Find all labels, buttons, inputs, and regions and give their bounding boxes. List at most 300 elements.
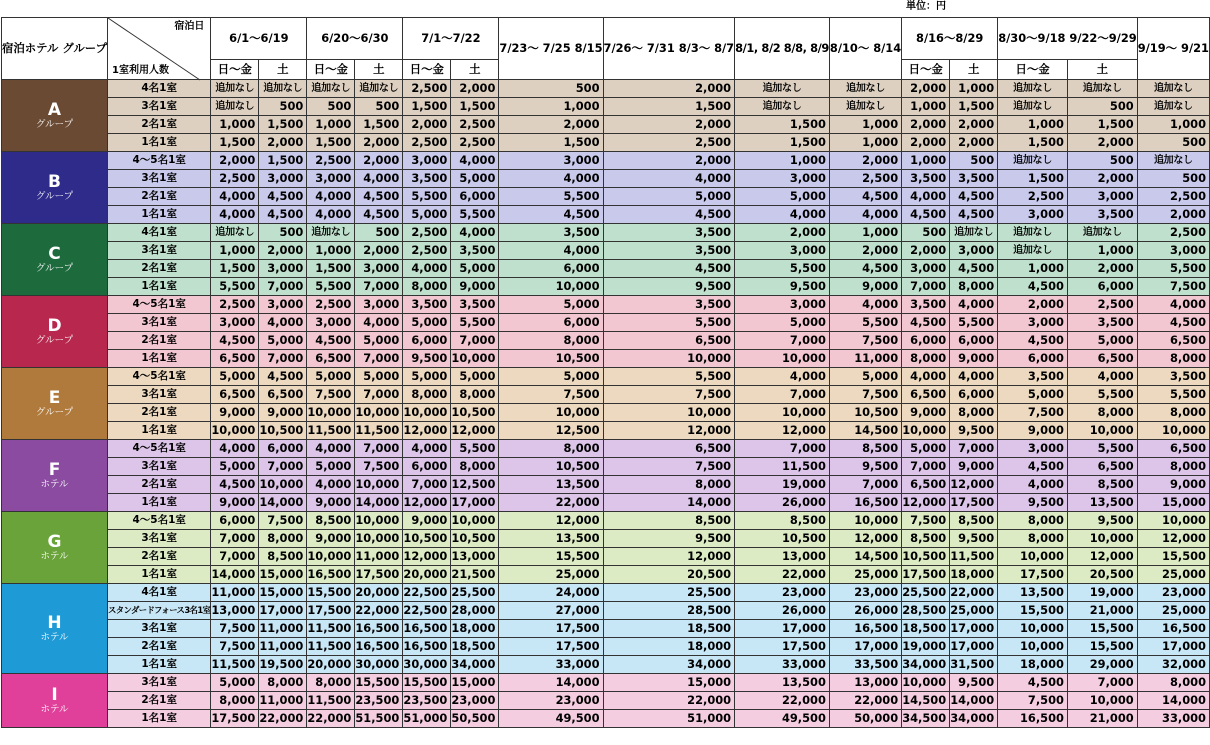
price-cell: 2,500: [603, 134, 735, 152]
price-cell: 3,000: [307, 314, 355, 332]
price-cell: 1,000: [211, 116, 259, 134]
price-cell: 追加なし: [1067, 80, 1137, 98]
price-cell: 追加なし: [1137, 152, 1209, 170]
price-cell: 4,000: [998, 476, 1068, 494]
price-cell: 25,000: [829, 566, 901, 584]
price-cell: 11,000: [259, 620, 307, 638]
price-cell: 追加なし: [998, 242, 1068, 260]
price-cell: 5,500: [451, 440, 499, 458]
period-header: 9/19～ 9/21: [1137, 18, 1209, 80]
price-cell: 10,000: [603, 350, 735, 368]
price-cell: 2,500: [403, 242, 451, 260]
price-cell: 3,000: [1067, 188, 1137, 206]
price-cell: 5,500: [1137, 260, 1209, 278]
price-row: [2, 386, 1210, 404]
price-cell: 9,500: [950, 422, 998, 440]
price-cell: 追加なし: [307, 224, 355, 242]
price-cell: 17,000: [1137, 638, 1209, 656]
price-cell: 25,500: [902, 584, 950, 602]
price-cell: 9,000: [259, 404, 307, 422]
price-cell: 23,500: [403, 692, 451, 710]
price-cell: 7,000: [1067, 674, 1137, 692]
price-cell: 6,000: [403, 458, 451, 476]
price-cell: 13,000: [735, 548, 830, 566]
price-cell: 21,500: [451, 566, 499, 584]
price-cell: 7,000: [735, 332, 830, 350]
price-cell: 5,000: [735, 188, 830, 206]
price-cell: 14,000: [211, 566, 259, 584]
price-cell: 7,000: [735, 386, 830, 404]
price-cell: 15,000: [259, 584, 307, 602]
price-cell: 5,000: [603, 188, 735, 206]
price-cell: 6,000: [403, 332, 451, 350]
price-cell: 12,000: [1137, 530, 1209, 548]
group-type-label: グループ: [35, 334, 74, 346]
group-cell: [2, 152, 108, 224]
price-cell: 6,500: [211, 350, 259, 368]
price-row: [2, 710, 1210, 728]
price-row: [2, 566, 1210, 584]
price-cell: 1,000: [998, 116, 1068, 134]
price-cell: 49,500: [499, 710, 603, 728]
price-cell: 6,000: [259, 440, 307, 458]
price-cell: 12,000: [1067, 548, 1137, 566]
price-cell: 8,000: [451, 386, 499, 404]
price-cell: 4,000: [355, 170, 403, 188]
price-cell: 10,000: [998, 620, 1068, 638]
price-cell: 10,000: [355, 512, 403, 530]
room-type-cell: 1名1室: [108, 656, 211, 674]
price-cell: 2,000: [998, 296, 1068, 314]
price-cell: 12,000: [902, 494, 950, 512]
price-cell: 10,500: [499, 458, 603, 476]
price-cell: 10,000: [355, 404, 403, 422]
price-cell: 3,500: [603, 224, 735, 242]
price-cell: 10,000: [307, 548, 355, 566]
price-cell: 2,000: [1067, 170, 1137, 188]
price-cell: 5,000: [403, 206, 451, 224]
price-cell: 15,500: [355, 674, 403, 692]
price-cell: 500: [499, 80, 603, 98]
price-cell: 8,500: [950, 512, 998, 530]
price-cell: 3,500: [499, 224, 603, 242]
price-cell: 9,000: [950, 458, 998, 476]
price-cell: 9,500: [403, 350, 451, 368]
price-cell: 6,500: [1067, 350, 1137, 368]
price-cell: 7,000: [902, 458, 950, 476]
price-cell: 8,500: [259, 548, 307, 566]
price-cell: 4,000: [259, 314, 307, 332]
price-cell: 2,000: [902, 242, 950, 260]
people-per-room-label: 1室利用人数: [112, 65, 169, 76]
price-cell: 3,000: [735, 242, 830, 260]
price-cell: 2,000: [950, 134, 998, 152]
price-cell: 2,500: [1067, 296, 1137, 314]
price-cell: 18,500: [451, 638, 499, 656]
price-cell: 4,500: [950, 206, 998, 224]
price-cell: 5,000: [211, 674, 259, 692]
price-cell: 3,000: [499, 152, 603, 170]
price-cell: 2,500: [307, 152, 355, 170]
price-cell: 4,500: [1137, 314, 1209, 332]
price-cell: 16,500: [355, 638, 403, 656]
group-letter: D: [47, 315, 62, 336]
price-cell: 4,500: [211, 476, 259, 494]
price-cell: 6,000: [451, 188, 499, 206]
price-cell: 34,000: [902, 656, 950, 674]
price-cell: 4,500: [259, 206, 307, 224]
room-type-cell: 3名1室: [108, 170, 211, 188]
price-row: [2, 98, 1210, 116]
price-row: [2, 620, 1210, 638]
price-cell: 3,000: [998, 440, 1068, 458]
price-row: [2, 476, 1210, 494]
price-cell: 9,000: [998, 422, 1068, 440]
price-cell: 1,500: [307, 260, 355, 278]
room-type-cell: 2名1室: [108, 692, 211, 710]
price-cell: 7,500: [211, 638, 259, 656]
price-cell: 追加なし: [1137, 98, 1209, 116]
price-cell: 17,000: [950, 620, 998, 638]
room-type-cell: 1名1室: [108, 134, 211, 152]
price-cell: 5,500: [829, 314, 901, 332]
price-cell: 7,500: [902, 512, 950, 530]
price-cell: 6,000: [998, 350, 1068, 368]
price-cell: 追加なし: [735, 98, 830, 116]
price-cell: 14,000: [259, 494, 307, 512]
price-cell: 8,000: [211, 692, 259, 710]
price-cell: 追加なし: [829, 98, 901, 116]
price-cell: 10,000: [499, 404, 603, 422]
price-cell: 12,500: [451, 476, 499, 494]
price-cell: 10,000: [1137, 512, 1209, 530]
price-cell: 5,500: [307, 278, 355, 296]
price-cell: 23,500: [355, 692, 403, 710]
price-cell: 5,000: [355, 368, 403, 386]
group-letter: H: [47, 612, 62, 633]
price-cell: 追加なし: [259, 80, 307, 98]
price-cell: 10,500: [403, 530, 451, 548]
price-row: [2, 692, 1210, 710]
price-cell: 4,000: [1067, 368, 1137, 386]
price-cell: 14,000: [1137, 692, 1209, 710]
price-cell: 7,000: [259, 278, 307, 296]
price-cell: 4,500: [950, 188, 998, 206]
price-cell: 20,500: [603, 566, 735, 584]
price-cell: 500: [1067, 98, 1137, 116]
price-cell: 8,000: [451, 458, 499, 476]
price-cell: 7,500: [829, 386, 901, 404]
price-cell: 21,000: [1067, 602, 1137, 620]
period-header: 8/16～8/29: [902, 18, 998, 60]
price-cell: 11,500: [307, 692, 355, 710]
price-row: [2, 170, 1210, 188]
price-cell: 7,000: [259, 350, 307, 368]
price-cell: 3,000: [998, 314, 1068, 332]
price-cell: 2,000: [950, 116, 998, 134]
price-cell: 8,000: [259, 530, 307, 548]
price-cell: 8,000: [259, 674, 307, 692]
room-type-cell: 1名1室: [108, 278, 211, 296]
price-cell: 7,000: [259, 458, 307, 476]
price-cell: 4,000: [829, 206, 901, 224]
price-cell: 追加なし: [998, 80, 1068, 98]
price-cell: 2,500: [211, 296, 259, 314]
price-cell: 23,000: [1137, 584, 1209, 602]
price-cell: 13,500: [499, 530, 603, 548]
price-cell: 1,000: [902, 152, 950, 170]
price-cell: 2,500: [451, 134, 499, 152]
price-cell: 10,000: [1137, 422, 1209, 440]
price-cell: 10,000: [499, 278, 603, 296]
room-type-cell: 3名1室: [108, 314, 211, 332]
price-cell: 13,000: [829, 674, 901, 692]
price-row: [2, 512, 1210, 530]
room-type-cell: 1名1室: [108, 206, 211, 224]
price-cell: 12,500: [499, 422, 603, 440]
price-cell: 4,500: [950, 260, 998, 278]
price-cell: 16,500: [1137, 620, 1209, 638]
price-cell: 2,000: [603, 152, 735, 170]
group-cell: [2, 368, 108, 440]
price-cell: 3,000: [735, 296, 830, 314]
price-cell: 7,500: [499, 386, 603, 404]
price-cell: 10,000: [307, 404, 355, 422]
price-cell: 6,000: [1067, 278, 1137, 296]
price-cell: 11,000: [829, 350, 901, 368]
price-cell: 17,500: [499, 638, 603, 656]
price-cell: 6,500: [1137, 332, 1209, 350]
price-cell: 11,000: [259, 692, 307, 710]
room-type-cell: 1名1室: [108, 350, 211, 368]
price-cell: 11,500: [735, 458, 830, 476]
price-cell: 8,000: [950, 278, 998, 296]
price-cell: 22,000: [603, 692, 735, 710]
price-cell: 34,500: [902, 710, 950, 728]
price-cell: 500: [355, 224, 403, 242]
price-cell: 7,500: [259, 512, 307, 530]
price-row: [2, 422, 1210, 440]
price-cell: 20,000: [403, 566, 451, 584]
price-cell: 500: [259, 98, 307, 116]
price-cell: 追加なし: [1067, 224, 1137, 242]
price-cell: 22,000: [950, 584, 998, 602]
price-cell: 28,500: [603, 602, 735, 620]
price-cell: 6,500: [259, 386, 307, 404]
price-cell: 34,000: [950, 710, 998, 728]
price-cell: 4,000: [735, 206, 830, 224]
group-type-label: グループ: [35, 262, 74, 274]
price-cell: 16,500: [829, 620, 901, 638]
price-cell: 5,500: [403, 188, 451, 206]
price-row: [2, 458, 1210, 476]
price-cell: 4,000: [829, 296, 901, 314]
price-row: [2, 188, 1210, 206]
price-cell: 3,500: [603, 296, 735, 314]
price-cell: 7,000: [902, 278, 950, 296]
price-cell: 2,000: [355, 134, 403, 152]
price-cell: 7,000: [451, 332, 499, 350]
price-cell: 28,000: [451, 602, 499, 620]
group-cell: [2, 584, 108, 674]
weekday-header: 日～金: [307, 60, 355, 80]
price-cell: 500: [1067, 152, 1137, 170]
room-type-cell: 4～5名1室: [108, 368, 211, 386]
price-cell: 51,500: [355, 710, 403, 728]
price-cell: 9,000: [950, 350, 998, 368]
price-cell: 19,500: [259, 656, 307, 674]
price-cell: 8,000: [307, 674, 355, 692]
price-cell: 4,000: [451, 224, 499, 242]
price-cell: 5,000: [403, 314, 451, 332]
price-cell: 17,000: [950, 638, 998, 656]
price-cell: 7,500: [355, 458, 403, 476]
price-cell: 14,500: [829, 422, 901, 440]
price-cell: 17,500: [355, 566, 403, 584]
price-cell: 13,500: [998, 584, 1068, 602]
price-cell: 10,500: [451, 530, 499, 548]
price-cell: 5,000: [902, 440, 950, 458]
price-cell: 27,000: [499, 602, 603, 620]
price-cell: 19,000: [902, 638, 950, 656]
price-cell: 8,500: [307, 512, 355, 530]
price-table-body: [2, 80, 1210, 728]
price-cell: 9,500: [603, 278, 735, 296]
weekday-header: 日～金: [403, 60, 451, 80]
price-cell: 3,000: [1137, 242, 1209, 260]
price-cell: 22,000: [259, 710, 307, 728]
price-cell: 9,500: [735, 278, 830, 296]
price-row: [2, 116, 1210, 134]
price-cell: 6,500: [902, 386, 950, 404]
price-cell: 5,000: [829, 368, 901, 386]
price-cell: 10,000: [902, 674, 950, 692]
price-cell: 10,000: [1067, 692, 1137, 710]
price-cell: 4,500: [355, 206, 403, 224]
price-cell: 10,000: [451, 512, 499, 530]
room-type-cell: 1名1室: [108, 566, 211, 584]
price-cell: 15,000: [451, 674, 499, 692]
price-cell: 2,000: [829, 242, 901, 260]
price-cell: 9,500: [950, 674, 998, 692]
price-cell: 10,000: [355, 530, 403, 548]
price-cell: 3,000: [259, 170, 307, 188]
price-cell: 4,000: [403, 440, 451, 458]
price-cell: 5,500: [451, 314, 499, 332]
price-cell: 1,000: [735, 152, 830, 170]
room-type-cell: 3名1室: [108, 674, 211, 692]
price-cell: 18,000: [998, 656, 1068, 674]
price-cell: 1,500: [1067, 116, 1137, 134]
price-cell: 19,000: [1067, 584, 1137, 602]
price-cell: 30,000: [355, 656, 403, 674]
room-type-cell: 4～5名1室: [108, 152, 211, 170]
room-type-cell: 2名1室: [108, 638, 211, 656]
room-type-cell: 3名1室: [108, 386, 211, 404]
price-cell: 4,000: [307, 476, 355, 494]
price-cell: 16,500: [403, 638, 451, 656]
period-header: 6/1～6/19: [211, 18, 307, 60]
group-type-label: グループ: [35, 190, 74, 202]
price-cell: 15,500: [1067, 620, 1137, 638]
price-cell: 4,500: [499, 206, 603, 224]
price-cell: 追加なし: [950, 224, 998, 242]
price-cell: 12,000: [829, 530, 901, 548]
room-type-cell: 3名1室: [108, 530, 211, 548]
price-cell: 18,500: [902, 620, 950, 638]
price-cell: 8,500: [735, 512, 830, 530]
price-cell: 10,000: [735, 350, 830, 368]
price-cell: 23,000: [829, 584, 901, 602]
price-cell: 2,000: [259, 242, 307, 260]
price-cell: 23,000: [451, 692, 499, 710]
price-cell: 16,500: [307, 566, 355, 584]
price-cell: 2,500: [211, 170, 259, 188]
price-cell: 8,000: [998, 530, 1068, 548]
price-cell: 10,500: [902, 548, 950, 566]
price-cell: 2,000: [1137, 206, 1209, 224]
unit-label: 単位：円: [906, 1, 946, 12]
price-cell: 3,000: [998, 206, 1068, 224]
price-cell: 8,000: [403, 278, 451, 296]
price-cell: 4,000: [950, 296, 998, 314]
price-cell: 12,000: [950, 476, 998, 494]
price-cell: 2,000: [902, 80, 950, 98]
price-cell: 3,500: [1067, 206, 1137, 224]
price-cell: 9,000: [307, 530, 355, 548]
weekday-header: 日～金: [211, 60, 259, 80]
price-cell: 1,500: [735, 116, 830, 134]
group-header: 宿泊ホテル グループ: [2, 18, 108, 80]
price-cell: 11,500: [307, 422, 355, 440]
weekday-header: 日～金: [998, 60, 1068, 80]
price-row: [2, 494, 1210, 512]
price-cell: 21,000: [1067, 710, 1137, 728]
price-cell: 6,500: [1137, 440, 1209, 458]
price-cell: 10,000: [355, 476, 403, 494]
group-type-label: グループ: [35, 118, 74, 130]
price-cell: 22,000: [355, 602, 403, 620]
price-cell: 19,000: [735, 476, 830, 494]
price-cell: 追加なし: [998, 224, 1068, 242]
price-cell: 4,000: [902, 368, 950, 386]
price-cell: 4,500: [998, 458, 1068, 476]
price-cell: 5,000: [403, 368, 451, 386]
room-type-cell: 4名1室: [108, 224, 211, 242]
price-row: [2, 368, 1210, 386]
group-letter: C: [48, 243, 61, 264]
price-cell: 11,500: [307, 638, 355, 656]
price-cell: 5,500: [1067, 440, 1137, 458]
group-type-label: ホテル: [40, 631, 69, 643]
price-cell: 22,000: [307, 710, 355, 728]
price-cell: 7,000: [403, 476, 451, 494]
saturday-header: 土: [950, 60, 998, 80]
price-cell: 12,000: [603, 548, 735, 566]
price-cell: 1,500: [259, 152, 307, 170]
price-row: [2, 296, 1210, 314]
price-cell: 4,500: [902, 206, 950, 224]
price-cell: 25,000: [1137, 602, 1209, 620]
price-cell: 5,000: [259, 332, 307, 350]
price-cell: 追加なし: [1137, 80, 1209, 98]
price-cell: 4,000: [499, 242, 603, 260]
price-cell: 1,500: [603, 98, 735, 116]
price-cell: 7,500: [998, 692, 1068, 710]
room-type-cell: 3名1室: [108, 458, 211, 476]
price-cell: 500: [1137, 134, 1209, 152]
price-cell: 18,000: [451, 620, 499, 638]
